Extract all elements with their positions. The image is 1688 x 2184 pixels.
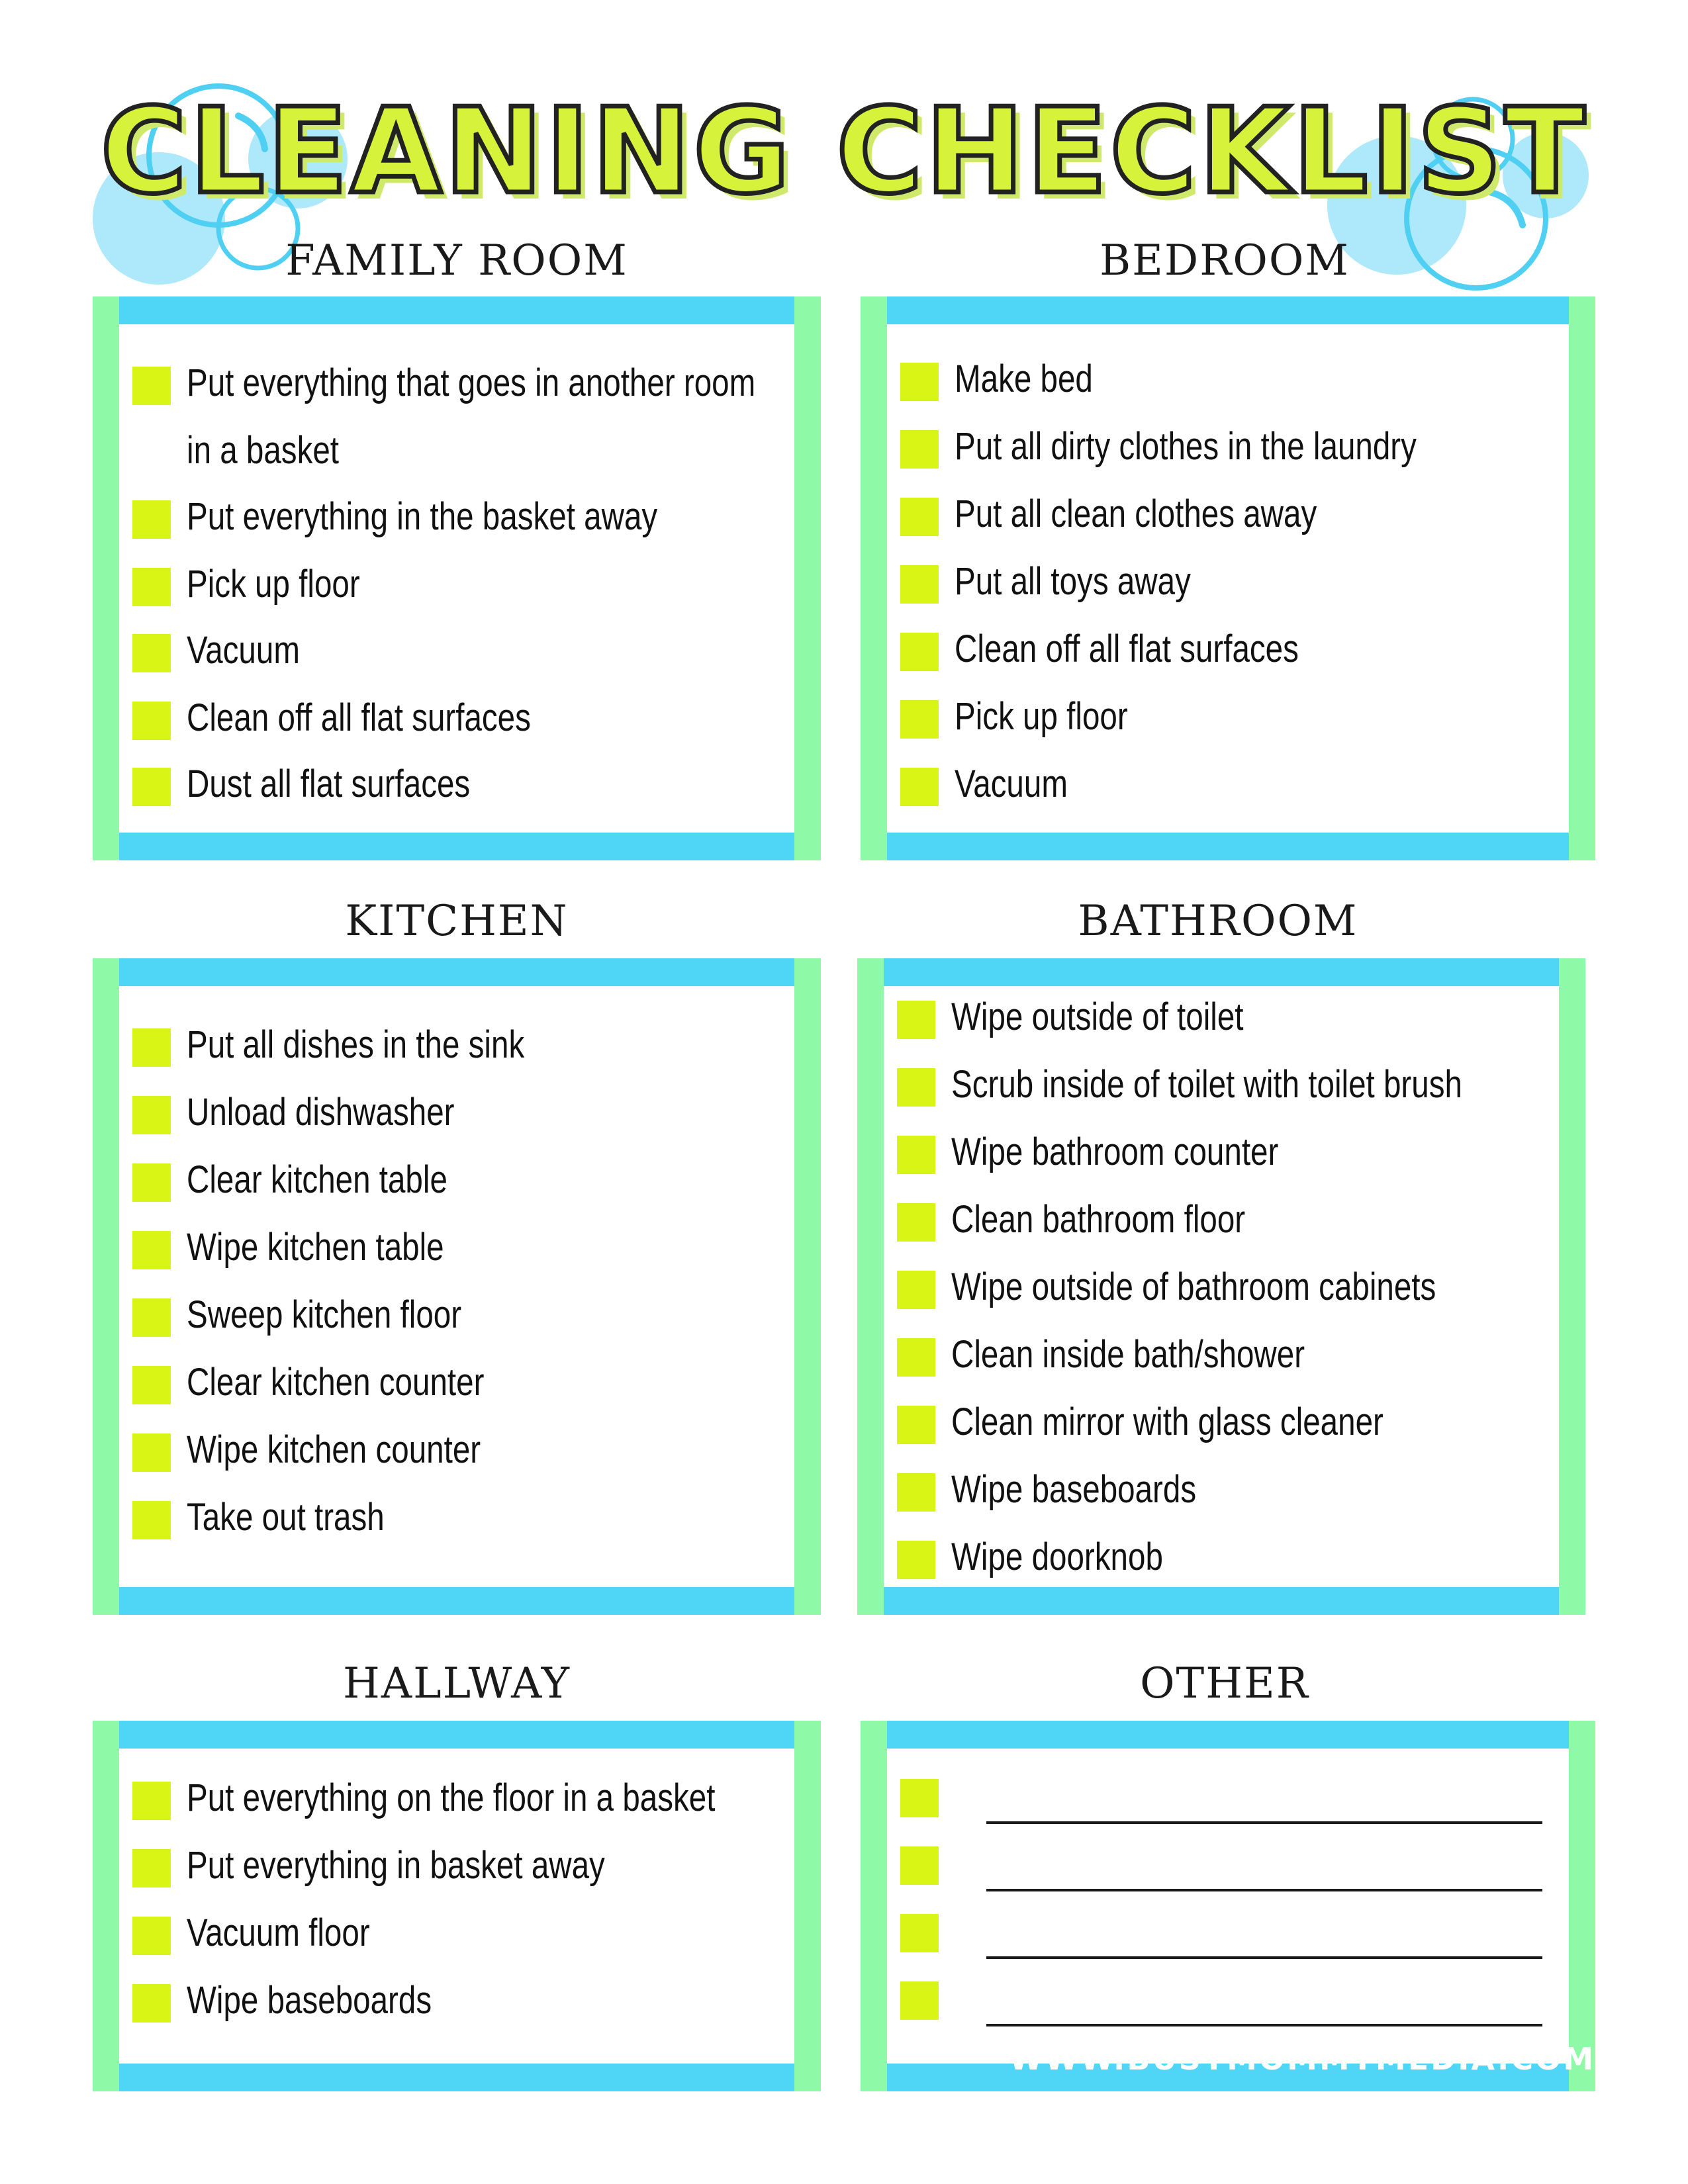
section-title-bathroom: BATHROOM bbox=[1078, 897, 1358, 946]
checklist-item[interactable] bbox=[132, 1776, 781, 1831]
checkbox[interactable] bbox=[900, 633, 939, 671]
item-label: Put all clean clothes away bbox=[955, 492, 1317, 535]
checklist-item[interactable] bbox=[897, 1535, 1546, 1590]
checklist-item[interactable] bbox=[900, 425, 1556, 480]
checklist-item[interactable] bbox=[132, 1158, 781, 1213]
checkbox[interactable] bbox=[897, 1271, 935, 1309]
write-in-line[interactable] bbox=[986, 2024, 1542, 2026]
checkbox[interactable] bbox=[132, 367, 171, 405]
checklist-item[interactable] bbox=[900, 762, 1556, 817]
section-title-family-room: FAMILY ROOM bbox=[285, 236, 628, 285]
checklist-item-blank[interactable] bbox=[900, 1841, 1556, 1885]
footer-url: WWW.BUSYMOMMYMEDIA.COM bbox=[1009, 2041, 1595, 2077]
checkbox[interactable] bbox=[900, 768, 939, 806]
item-label: Wipe kitchen table bbox=[187, 1226, 444, 1269]
item-label: Clear kitchen table bbox=[187, 1158, 447, 1201]
checklist-item[interactable] bbox=[132, 1023, 781, 1078]
checklist-item[interactable] bbox=[132, 1428, 781, 1483]
item-label: Put all toys away bbox=[955, 560, 1191, 603]
checklist-item[interactable] bbox=[132, 1911, 781, 1966]
checklist-item[interactable] bbox=[132, 762, 781, 817]
checklist-item[interactable] bbox=[897, 1198, 1546, 1253]
checklist-family-room bbox=[119, 296, 794, 860]
checkbox[interactable] bbox=[132, 702, 171, 740]
item-label: in a basket bbox=[187, 429, 340, 472]
item-label: Clear kitchen counter bbox=[187, 1361, 485, 1404]
checklist-other bbox=[887, 1721, 1569, 2091]
checklist-item-continuation bbox=[132, 429, 781, 484]
checkbox[interactable] bbox=[132, 1984, 171, 2023]
item-label: Put all dishes in the sink bbox=[187, 1023, 525, 1066]
checklist-item[interactable] bbox=[897, 1265, 1546, 1320]
checkbox[interactable] bbox=[132, 500, 171, 539]
checkbox[interactable] bbox=[897, 1001, 935, 1039]
checkbox[interactable] bbox=[900, 1779, 939, 1817]
checklist-hallway bbox=[119, 1721, 794, 2091]
checklist-item-blank[interactable] bbox=[900, 1909, 1556, 1952]
item-label: Clean inside bath/shower bbox=[951, 1333, 1305, 1376]
checkbox[interactable] bbox=[132, 1501, 171, 1539]
item-label: Put everything that goes in another room bbox=[187, 361, 756, 404]
checkbox[interactable] bbox=[897, 1473, 935, 1512]
page-title: CLEANING CHECKLIST bbox=[100, 83, 1588, 220]
write-in-line[interactable] bbox=[986, 1889, 1542, 1891]
checklist-item[interactable] bbox=[132, 696, 781, 751]
item-label: Wipe baseboards bbox=[187, 1979, 432, 2022]
item-label: Clean off all flat surfaces bbox=[955, 627, 1299, 670]
checklist-item[interactable] bbox=[132, 1979, 781, 2034]
checkbox[interactable] bbox=[900, 363, 939, 401]
item-label: Dust all flat surfaces bbox=[187, 762, 471, 805]
checklist-item[interactable] bbox=[897, 1063, 1546, 1118]
checklist-item[interactable] bbox=[897, 1400, 1546, 1455]
item-label: Wipe outside of toilet bbox=[951, 995, 1244, 1038]
checkbox[interactable] bbox=[897, 1068, 935, 1107]
checkbox[interactable] bbox=[132, 1849, 171, 1888]
checkbox[interactable] bbox=[132, 1433, 171, 1472]
item-label: Vacuum floor bbox=[187, 1911, 370, 1954]
checklist-item[interactable] bbox=[132, 1361, 781, 1416]
checkbox[interactable] bbox=[132, 1028, 171, 1067]
checkbox[interactable] bbox=[900, 700, 939, 739]
item-label: Vacuum bbox=[955, 762, 1068, 805]
write-in-line[interactable] bbox=[986, 1821, 1542, 1824]
checklist-item[interactable] bbox=[897, 1468, 1546, 1523]
checkbox[interactable] bbox=[900, 1981, 939, 2020]
item-label: Clean mirror with glass cleaner bbox=[951, 1400, 1383, 1443]
item-label: Make bed bbox=[955, 357, 1093, 400]
checklist-item[interactable] bbox=[132, 361, 781, 416]
checkbox[interactable] bbox=[900, 1846, 939, 1885]
checkbox[interactable] bbox=[897, 1541, 935, 1579]
checklist-item[interactable] bbox=[900, 357, 1556, 412]
item-label: Pick up floor bbox=[955, 695, 1128, 738]
section-title-other: OTHER bbox=[1140, 1659, 1309, 1708]
checklist-item[interactable] bbox=[897, 1130, 1546, 1185]
checklist-item[interactable] bbox=[900, 695, 1556, 750]
checklist-item[interactable] bbox=[132, 629, 781, 684]
checkbox[interactable] bbox=[897, 1136, 935, 1174]
item-label: Wipe kitchen counter bbox=[187, 1428, 481, 1471]
item-label: Wipe doorknob bbox=[951, 1535, 1163, 1578]
section-card-bathroom bbox=[857, 958, 1585, 1615]
checklist-item[interactable] bbox=[132, 563, 781, 617]
checklist-item-blank[interactable] bbox=[900, 1774, 1556, 1817]
checkbox[interactable] bbox=[132, 1298, 171, 1337]
section-title-bedroom: BEDROOM bbox=[1100, 236, 1350, 285]
item-label: Put all dirty clothes in the laundry bbox=[955, 425, 1417, 468]
checklist-item[interactable] bbox=[897, 995, 1546, 1050]
item-label: Scrub inside of toilet with toilet brush bbox=[951, 1063, 1462, 1106]
section-card-hallway bbox=[93, 1721, 821, 2091]
checkbox[interactable] bbox=[132, 1096, 171, 1134]
checkbox[interactable] bbox=[900, 1914, 939, 1952]
checkbox[interactable] bbox=[132, 1782, 171, 1820]
checkbox[interactable] bbox=[897, 1338, 935, 1377]
section-title-hallway: HALLWAY bbox=[343, 1659, 571, 1708]
section-card-family-room bbox=[93, 296, 821, 860]
checklist-bedroom bbox=[887, 296, 1569, 860]
checklist-bathroom bbox=[884, 958, 1559, 1615]
section-card-bedroom bbox=[861, 296, 1595, 860]
item-label: Pick up floor bbox=[187, 563, 360, 606]
section-card-kitchen bbox=[93, 958, 821, 1615]
item-label: Clean off all flat surfaces bbox=[187, 696, 531, 739]
checkbox[interactable] bbox=[132, 1163, 171, 1202]
item-label: Take out trash bbox=[187, 1496, 385, 1539]
item-label: Put everything in the basket away bbox=[187, 495, 658, 538]
checkbox[interactable] bbox=[132, 634, 171, 672]
item-label: Vacuum bbox=[187, 629, 300, 672]
checklist-item[interactable] bbox=[132, 1844, 781, 1899]
checklist-item[interactable] bbox=[900, 492, 1556, 547]
checklist-item-blank[interactable] bbox=[900, 1976, 1556, 2020]
checklist-item[interactable] bbox=[900, 560, 1556, 615]
item-label: Put everything in basket away bbox=[187, 1844, 605, 1887]
checklist-kitchen bbox=[119, 958, 794, 1615]
checkbox[interactable] bbox=[900, 565, 939, 604]
item-label: Clean bathroom floor bbox=[951, 1198, 1246, 1241]
checkbox[interactable] bbox=[132, 768, 171, 806]
checklist-item[interactable] bbox=[132, 1496, 781, 1551]
checklist-item[interactable] bbox=[132, 495, 781, 550]
checklist-item[interactable] bbox=[132, 1293, 781, 1348]
section-title-kitchen: KITCHEN bbox=[345, 897, 569, 946]
item-label: Sweep kitchen floor bbox=[187, 1293, 462, 1336]
checklist-item[interactable] bbox=[132, 1226, 781, 1281]
write-in-line[interactable] bbox=[986, 1956, 1542, 1959]
checkbox[interactable] bbox=[132, 1366, 171, 1404]
checklist-item[interactable] bbox=[132, 1091, 781, 1146]
checklist-item[interactable] bbox=[897, 1333, 1546, 1388]
checkbox[interactable] bbox=[900, 498, 939, 536]
checkbox[interactable] bbox=[132, 568, 171, 606]
item-label: Wipe bathroom counter bbox=[951, 1130, 1279, 1173]
item-label: Put everything on the floor in a basket bbox=[187, 1776, 716, 1819]
checkbox[interactable] bbox=[132, 1917, 171, 1955]
item-label: Wipe baseboards bbox=[951, 1468, 1197, 1511]
checkbox[interactable] bbox=[132, 1231, 171, 1269]
section-card-other bbox=[861, 1721, 1595, 2091]
item-label: Unload dishwasher bbox=[187, 1091, 455, 1134]
checkbox[interactable] bbox=[897, 1203, 935, 1242]
checkbox[interactable] bbox=[897, 1406, 935, 1444]
checkbox[interactable] bbox=[900, 430, 939, 469]
checklist-item[interactable] bbox=[900, 627, 1556, 682]
item-label: Wipe outside of bathroom cabinets bbox=[951, 1265, 1436, 1308]
